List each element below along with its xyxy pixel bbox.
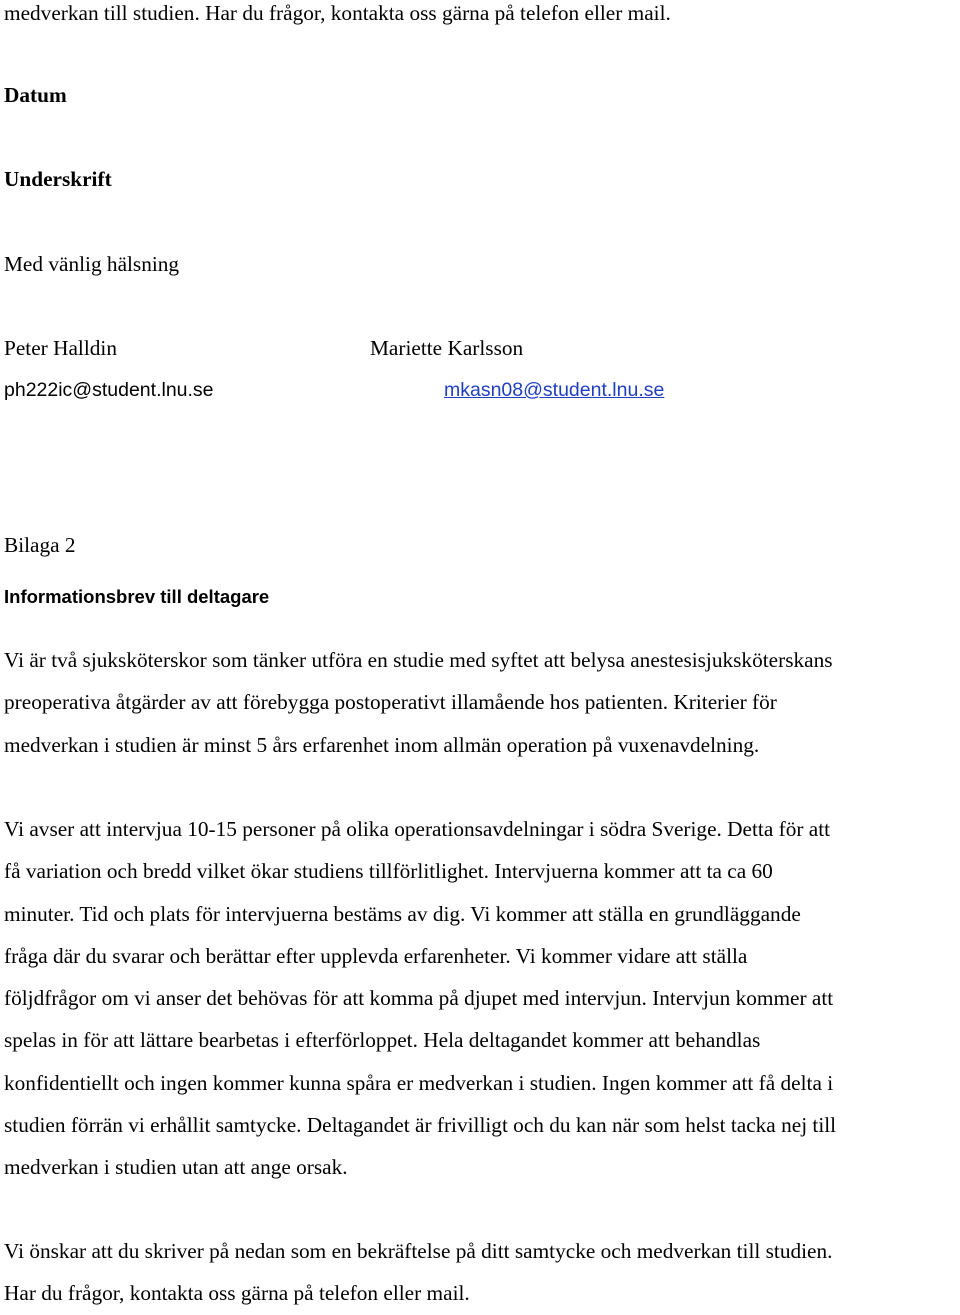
paragraph-3 [4, 1230, 959, 1315]
paragraph-line: studien förrän vi erhållit samtycke. Deltagandet är frivilligt och du kan när som helst tacka nej till [4, 1113, 837, 1138]
paragraph-line: medverkan i studien utan att ange orsak. [4, 1155, 348, 1180]
paragraph-line: få variation och bredd vilket ökar studiens tillförlitlighet. Intervjuerna kommer att ta ca 60 [4, 859, 773, 884]
paragraph-line: konfidentiellt och ingen kommer kunna spåra er medverkan i studien. Ingen kommer att få delta i [4, 1070, 834, 1095]
paragraph-2 [4, 808, 959, 1189]
paragraph-line: Vi önskar att du skriver på nedan som en bekräftelse på ditt samtycke och medverkan till studien. [4, 1239, 833, 1263]
closing-greeting: Med vänlig hälsning [4, 252, 180, 276]
paragraph-line: spelas in för att lättare bearbetas i efterförloppet. Hela deltagandet kommer att behandlas [4, 1028, 761, 1053]
paragraph-line: Har du frågor, kontakta oss gärna på telefon eller mail. [4, 1281, 470, 1306]
paragraph-line: preoperativa åtgärder av att förebygga postoperativt illamående hos patienten. Kriterier för [4, 690, 777, 715]
date-label: Datum [4, 83, 67, 107]
paragraph-line: Vi avser att intervjua 10-15 personer på olika operationsavdelningar i södra Sverige. Detta för att [4, 817, 831, 841]
appendix-label: Bilaga 2 [4, 533, 76, 557]
author-email-2-link[interactable]: mkasn08@student.lnu.se [444, 379, 665, 401]
author-name-1: Peter Halldin [4, 336, 117, 360]
paragraph-1 [4, 639, 959, 766]
paragraph-line: Vi är två sjuksköterskor som tänker utföra en studie med syftet att belysa anestesisjuksköterskans [4, 648, 833, 672]
paragraph-line: medverkan i studien är minst 5 års erfarenhet inom allmän operation på vuxenavdelning. [4, 732, 760, 757]
appendix-heading: Informationsbrev till deltagare [4, 586, 270, 607]
author-email-1: ph222ic@student.lnu.se [4, 379, 214, 401]
continuation-line: medverkan till studien. Har du frågor, kontakta oss gärna på telefon eller mail. [4, 1, 671, 25]
author-name-2: Mariette Karlsson [370, 336, 524, 360]
paragraph-line: minuter. Tid och plats för intervjuerna bestäms av dig. Vi kommer att ställa en grundläggande [4, 901, 801, 926]
paragraph-line: fråga där du svarar och berättar efter upplevda erfarenheter. Vi kommer vidare att ställa [4, 943, 748, 968]
paragraph-line: följdfrågor om vi anser det behövas för att komma på djupet med intervjun. Intervjun kommer att [4, 986, 834, 1011]
signature-label: Underskrift [4, 167, 112, 191]
